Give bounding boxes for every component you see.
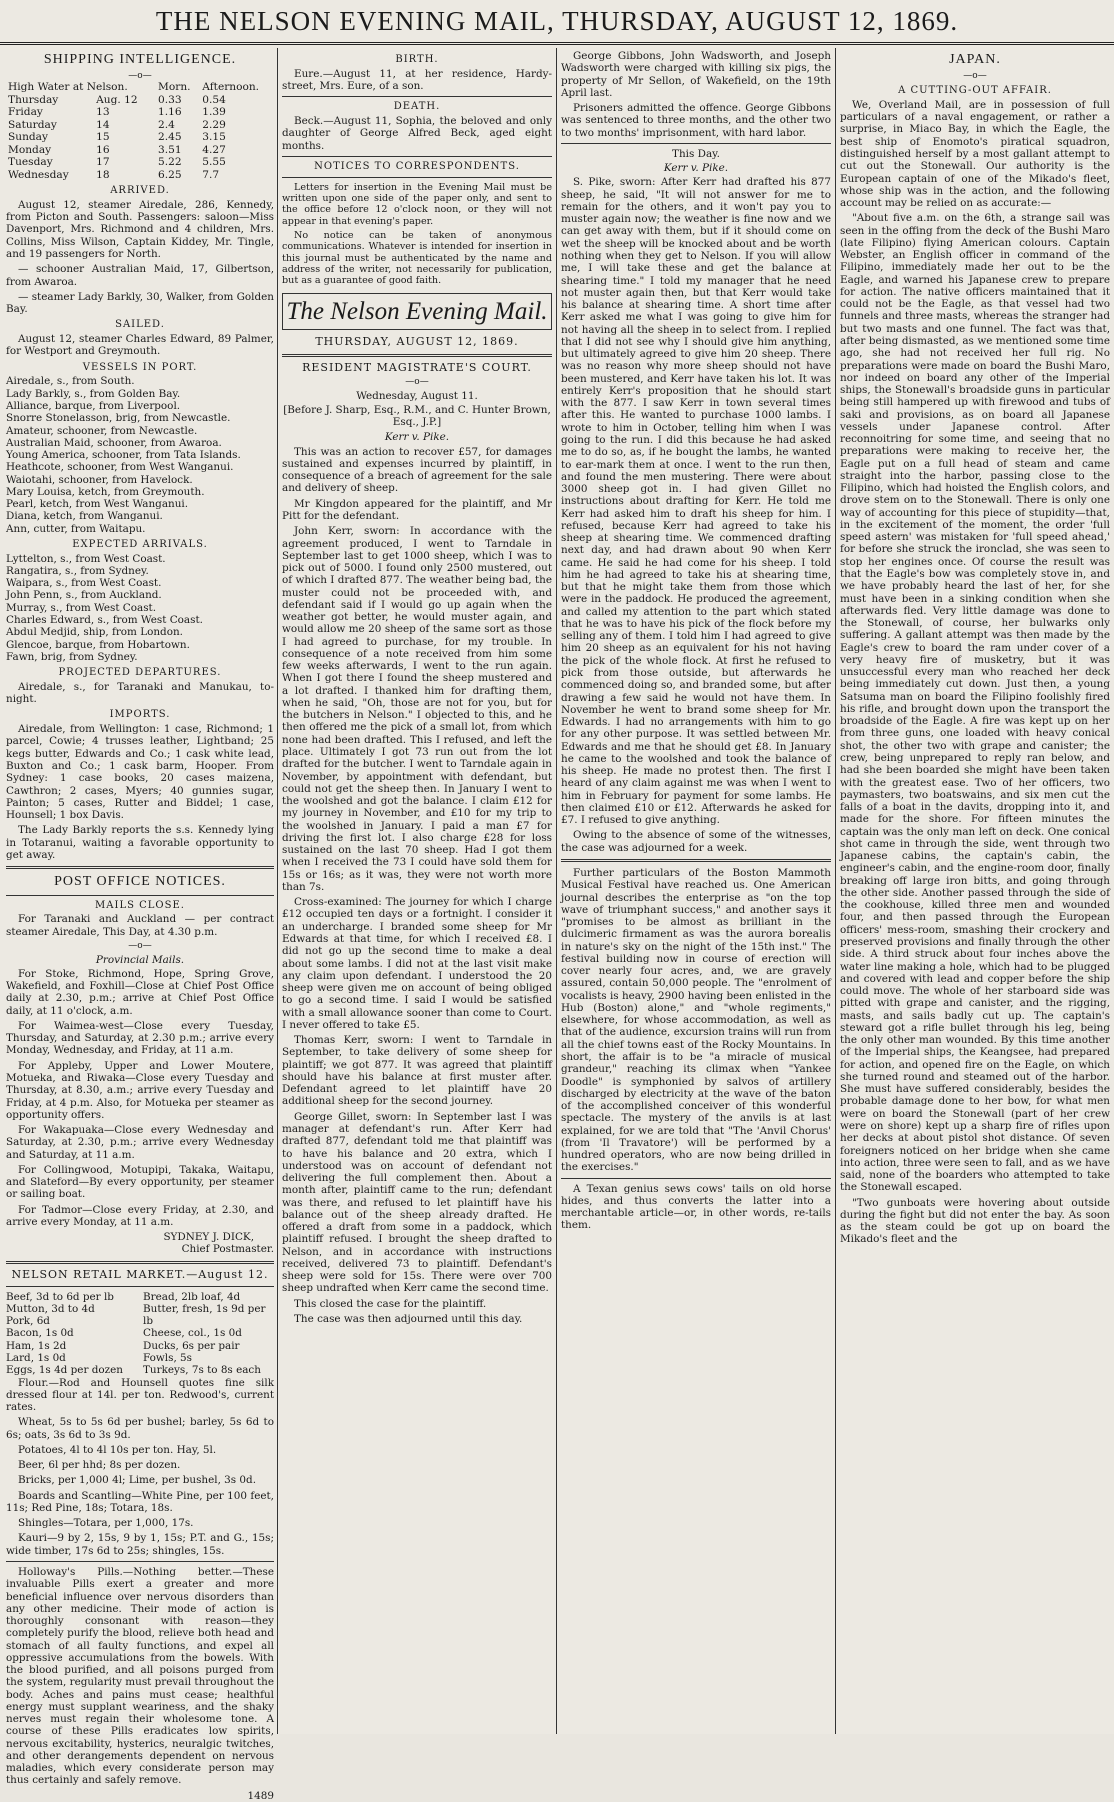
postmaster-signature: SYDNEY J. DICK, [163,1231,254,1244]
expected-entry: Glencoe, barque, from Hobartown. [6,638,190,651]
expected-entry: Rangatira, s., from Sydney. [6,564,149,577]
tide-cell: 3.15 [202,131,226,144]
mails-close-heading: MAILS CLOSE. [95,899,185,911]
arrival-entry: — steamer Lady Barkly, 30, Walker, from Golden Bay. [6,290,274,316]
vessel-entry: Australian Maid, schooner, from Awaroa. [6,436,222,449]
tide-header: Afternoon. [202,81,260,94]
case-title: Kerr v. Pike. [384,431,450,444]
mail-entry: For Appleby, Upper and Lower Moutere, Motueka, and Riwaka—Close every Tuesday and Thursday, at 8.30, a.m.; arrive every Tuesday and Friday, at 4 p.m. Also, for Motueka per steamer as opportunity offers. [6,1059,274,1121]
departures-heading: PROJECTED DEPARTURES. [58,667,222,679]
market-price: Bacon, 1s 0d [6,1327,74,1340]
court-paragraph: George Gillet, sworn: In September last I was manager at defendant's run. After Kerr had drafted 877, defendant told me that plaintiff was to have his balance and 20 extra, which I understood was on account of defendant not delivering the full complement then. About a month after, plaintiff came to the run; defendant was there, and refused to let plaintiff have his balance out of the sheep already drafted. He offered a draft from some in a paddock, which plaintiff refused. I brought the sheep drafted to Nelson, and in accordance with instructions received, delivered 73 to plaintiff. Defendant's sheep were sold for 15s. There were over 700 sheep undrafted when Kerr came the second time. [282,1110,552,1295]
expected-entry: Charles Edward, s., from West Coast. [6,614,203,627]
market-price: Bread, 2lb loaf, 4d [143,1290,241,1303]
japan-subheading: A CUTTING-OUT AFFAIR. [898,85,1052,97]
tide-cell: 5.22 [158,156,182,169]
column-rule [277,48,278,1734]
tide-cell: 5.55 [202,156,226,169]
japan-paragraph: "About five a.m. on the 6th, a strange sail was seen in the offing from the deck of the Bushi Maro (late Filipino) flying American colours. Captain Webster, an English officer in command of the Filipino, immediately made her out to be the Eagle, and warned his Japanese crew to prepare for action. The native officers maintained that it could not be the Eagle, as that vessel had two funnels and three masts, whereas the stranger had but two masts and one funnel. The fact was that, after being dismasted, as we mentioned some time ago, she had not received her full rig. No preparations were made on board the Bushi Maro, nor indeed on board any other of the Imperial ships, the Stonewall's broadside guns in particular being still hampered up with firewood and tubs of saki and provisions, as on board all Japanese vessels under Japanese control. After reconnoitring for some time, and seeing that no preparations were making to receive her, the Eagle put on a full head of steam and came straight into the harbor, passing close to the Filipino, which had hoisted the English colors, and drove stem on to the Stonewall. There is only one way of accounting for this piece of stupidity—that, in the excitement of the moment, the order 'full speed astern' was mistaken for 'full speed ahead,' for before she struck the ironclad, she was seen to stop her engines once. Of course the result was that the Eagle's bow was completely stove in, and we have probably heard the last of her, for she must have been in a sinking condition when she afterwards fled. Very little damage was done to the Stonewall, of course, her bulwarks only suffering. A gallant attempt was then made by the Eagle's crew to board the ram under cover of a very heavy fire of musketry, but it was unsuccessful every man who reached her deck being immediately cut down. Just then, a young Satsuma man on board the Filipino foolishly fired his rifle, and brought down upon the transport the broadside of the Eagle. A fire was kept up on her from three guns, one loaded with heavy conical shot, the other two with grape and canister; the crew, being unprepared to reply ran below, and had she been boarded she might have been taken with the greatest ease. Two of her officers, two paymasters, two boatswains, and six men cut the falls of a boat in the davits, dropping into it, and made for the shore. For fifteen minutes the captain was the only man left on deck. One conical shot came in through the side, went through two Japanese cabins, the captain's cabin, the engineer's cabin, and the engine-room door, finally breaking off large iron bitts, and going through the other side. Another passed through the side of the cookhouse, killed three men and wounded four, and then passed through the European officers' mess-room, smashing their crockery and preserved provisions and finally through the other side. A third struck about four inches above the water line making a hole, which had to be plugged and covered with lead and copper before the ship could move. The whole of her starboard side was pitted with grape and canister, and the rigging, masts, and sails badly cut up. The captain's steward got a rifle bullet through his leg, being the only other man wounded. By this time another of the Imperial ships, the Keangsee, had prepared for action, and opened fire on the Eagle, on which she turned round and steamed out of the harbor. She must have suffered considerably, besides the probable damage done to her bow, for what men were on board the Stonewall (part of her crew were on shore) kept up a sharp fire of rifles upon her decks at about pistol shot distance. Of seven foreigners noticed on her bridge when she came into action, three were seen to fall, and as we have said, none of the boarders who attempted to take the Stonewall escaped. [840,212,1110,1194]
tide-cell: 2.29 [202,118,226,131]
court-paragraph: Prisoners admitted the offence. George Gibbons was sentenced to three months, and the other two to two months' imprisonment, with hard labor. [561,102,831,139]
mail-entry: For Waimea-west—Close every Tuesday, Thursday, and Saturday, at 2.30 p.m.; arrive every Monday, Wednesday, and Friday, at 11 a.m. [6,1019,274,1057]
tide-row [6,119,274,132]
tide-cell: Sunday [8,131,48,144]
vessel-entry: Diana, ketch, from Wanganui. [6,510,163,523]
notice-paragraph: Letters for insertion in the Evening Mail must be written upon one side of the paper only, and sent to the office before 12 o'clock noon, or they will not appear in that evening's paper. [282,181,552,227]
holloway-number: 1489 [247,1789,274,1802]
tide-row [6,156,274,169]
tide-cell: Wednesday [8,168,69,181]
vessel-entry: Mary Louisa, ketch, from Greymouth. [6,485,205,498]
tide-cell: Tuesday [8,156,53,169]
sailed-heading: SAILED. [115,319,165,331]
vessel-entry: Snorre Stonelasson, brig, from Newcastle. [6,412,231,425]
tide-cell: Thursday [8,93,59,106]
expected-entry: Lyttelton, s., from West Coast. [6,552,166,565]
tide-row [6,106,274,119]
imports-heading: IMPORTS. [109,709,171,721]
tide-row [6,144,274,157]
expected-entry: Abdul Medjid, ship, from London. [6,626,183,639]
column-1: SHIPPING INTELLIGENCE. —o— High Water at Nelson. Morn. Afternoon. Thursday Aug. 12 0.33 0.54 Friday 13 1.16 1.39 Saturday 14 2.4 2.29 Sunday 15 2.45 3.15 Monday 16 3.51 4.27 Tuesday 17 5.22 5.55 Wednesday 18 6.25 7.7 ARRIVED. August 12, steamer Airedale, 286, Kennedy, from Picton and South. Passengers: saloon—Miss Davenport, Mrs. Richmond and 4 children, Mrs. Collins, Miss Wilson, Captain Kiddey, Mr. Tingle, and 19 passengers for North. — schooner Australian Maid, 17, Gilbertson, from Awaroa. — steamer Lady Barkly, 30, Walker, from Golden Bay. SAILED. August 12, steamer Charles Edward, 89 Palmer, for Westport and Greymouth. VESSELS IN PORT. Airedale, s., from South. Lady Barkly, s., from Golden Bay. Alliance, barque, from Liverpool. Snorre Stonelasson, brig, from Newcastle. Amateur, schooner, from Newcastle. Australian Maid, schooner, from Awaroa. Young America, schooner, from Tata Islands. Heathcote, schooner, from West Wanganui. Waiotahi, schooner, from Havelock. Mary Louisa, ketch, from Greymouth. Pearl, ketch, from West Wanganui. Diana, ketch, from Wanganui. Ann, cutter, from Waitapu. EXPECTED ARRIVALS. Lyttelton, s., from West Coast. Rangatira, s., from Sydney. Waipara, s., from West Coast. John Penn, s., from Auckland. Murray, s., from West Coast. Charles Edward, s., from West Coast. Abdul Medjid, ship, from London. Glencoe, barque, from Hobartown. Fawn, brig, from Sydney. PROJECTED DEPARTURES. Airedale, s., for Taranaki and Manukau, to-night. IMPORTS. Airedale, from Wellington: 1 case, Richmond; 1 parcel, Cowie; 4 trusses leather, Lightband; 25 kegs butter, Edwards and Co.; 1 cask white lead, Buxton and Co.; 1 cask barm, Hooper. From Sydney: 1 case books, 20 cases maizena, Cawthron; 2 cases, Myers; 40 gunnies sugar, Painton; 5 cases, Rutter and Biddel; 1 case, Hounsell; 1 box Davis. The Lady Barkly reports the s.s. Kennedy lying in Totaranui, waiting a favorable opportunity to get away. POST OFFICE NOTICES. MAILS CLOSE. For Taranaki and Auckland — per contract steamer Airedale, This Day, at 4.30 p.m. —o— Provincial Mails. For Stoke, Richmond, Hope, Spring Grove, Wakefield, and Foxhill—Close at Chief Post Office daily at 2.30, p.m.; arrive at Chief Post Office daily, at 11 o'clock, a.m. For Waimea-west—Close every Tuesday, Thursday, and Saturday, at 2.30 p.m.; arrive every Monday, Wednesday, and Friday, at 11 a.m. For Appleby, Upper and Lower Moutere, Motueka, and Riwaka—Close every Tuesday and Thursday, at 8.30, a.m.; arrive every Tuesday and Friday, at 4 p.m. Also, for Motueka per steamer as opportunity offers. For Wakapuaka—Close every Wednesday and Saturday, at 2.30, p.m.; arrive every Wednesday and Saturday, at 11 a.m. For Collingwood, Motupipi, Takaka, Waitapu, and Slateford—By every opportunity, per steamer or sailing boat. For Tadmor—Close every Friday, at 2.30, and arrive every Monday, at 11 a.m. SYDNEY J. DICK, Chief Postmaster. NELSON RETAIL MARKET.—August 12. Beef, 3d to 6d per lb Mutton, 3d to 4d Pork, 6d Bacon, 1s 0d Ham, 1s 2d Lard, 1s 0d Eggs, 1s 4d per dozen Bread, 2lb loaf, 4d Butter, fresh, 1s 9d per lb Cheese, col., 1s 0d Ducks, 6s per pair Fowls, 5s Turkeys, 7s to 8s each Flour.—Rod and Hounsell quotes fine silk dressed flour at 14l. per ton. Redwood's, current rates. Wheat, 5s to 5s 6d per bushel; barley, 5s 6d to 6s; oats, 3s 6d to 3s 9d. Potatoes, 4l to 4l 10s per ton. Hay, 5l. Beer, 6l per hhd; 8s per dozen. Bricks, per 1,000 4l; Lime, per bushel, 3s 0d. Boards and Scantling—White Pine, per 100 feet, 11s; Red Pine, 18s; Totara, 18s. Shingles—Totara, per 1,000, 17s. Kauri—9 by 2, 15s, 9 by 1, 15s; P.T. and G., 15s; wide timber, 17s 6d to 25s; shingles, 15s. Holloway's Pills.—Nothing better.—These invaluable Pills exert a greater and more beneficial influence over nervous disorders than any other medicine. Their mode of action is thoroughly consonant with reason—they completely purify the blood, relieve both head and stomach of all faulty functions, and expel all oppressive accumulations from the bowels. With the blood purified, and all poisons purged from the system, regularity must prevail throughout the body. Aches and pains must cease; healthful energy must supplant weariness, and the shaky nerves must regain their wholesome tone. A course of these Pills eradicates low spirits, nervous excitability, hysterics, neuralgic twitches, and other derangements dependent on nervous maladies, which every considerate person may thus certainly and safely remove. 1489 [6,52,274,1802]
case-title: Kerr v. Pike. [663,162,729,175]
court-bench: [Before J. Sharp, Esq., R.M., and C. Hunter Brown, Esq., J.P.] [283,403,551,429]
japan-paragraph: "Two gunboats were hovering about outside during the fight but did not enter the bay. As soon as the steam could be got up on board the Mikado's fleet and the [840,1196,1110,1246]
court-paragraph: George Gibbons, John Wadsworth, and Joseph Wadsworth were charged with killing six pigs, the property of Mr Sellon, of Wakefield, on the 19th April last. [561,50,831,99]
arrival-entry: — schooner Australian Maid, 17, Gilbertson, from Awaroa. [6,263,274,288]
tide-cell: 0.54 [202,93,226,106]
expected-entry: Waipara, s., from West Coast. [6,577,162,590]
court-paragraph: Mr Kingdon appeared for the plaintiff, and Mr Pitt for the defendant. [282,497,552,522]
court-paragraph: This closed the case for the plaintiff. [294,1297,487,1310]
shipping-heading: SHIPPING INTELLIGENCE. [43,52,237,67]
market-paragraph: Flour.—Rod and Hounsell quotes fine silk dressed flour at 14l. per ton. Redwood's, current rates. [6,1376,274,1414]
tide-table [6,81,274,181]
vessel-entry: Young America, schooner, from Tata Islands. [6,449,241,462]
birth-notice: Eure.—August 11, at her residence, Hardy-street, Mrs. Eure, of a son. [282,67,552,93]
market-paragraph: Beer, 6l per hhd; 8s per dozen. [18,1459,181,1472]
vessel-entry: Airedale, s., from South. [6,375,135,388]
arrival-entry: August 12, steamer Airedale, 286, Kennedy, from Picton and South. Passengers: saloon—Miss Davenport, Mrs. Richmond and 4 children, Mrs. Collins, Miss Wilson, Captain Kiddey, Mr. Tingle, and 19 passengers for North. [6,198,274,260]
market-price: Beef, 3d to 6d per lb [6,1290,114,1303]
market-price: Cheese, col., 1s 0d [143,1327,242,1340]
masthead [0,0,1114,45]
paper-date: THURSDAY, AUGUST 12, 1869. [315,335,519,349]
tide-cell: Monday [8,143,52,156]
tide-cell: 1.39 [202,106,226,119]
court-date: Wednesday, August 11. [356,389,478,402]
court-paragraph: The case was then adjourned until this day. [294,1312,523,1325]
provincial-mails-heading: Provincial Mails. [95,953,185,966]
expected-entry: Murray, s., from West Coast. [6,601,157,614]
postmaster-title: Chief Postmaster. [181,1243,274,1256]
vessel-entry: Ann, cutter, from Waitapu. [6,522,146,535]
tide-cell: 4.27 [202,143,226,156]
tide-row [6,169,274,182]
tide-header: High Water at Nelson. [8,81,128,94]
notice-paragraph: No notice can be taken of anonymous communications. Whatever is intended for insertion in this journal must be authenticated by the name and address of the writer, not necessarily for publication, but as a guarantee of good faith. [282,229,552,287]
vessel-entry: Heathcote, schooner, from West Wanganui. [6,461,234,474]
imports-text: Airedale, from Wellington: 1 case, Richmond; 1 parcel, Cowie; 4 trusses leather, Lightband; 25 kegs butter, Edwards and Co.; 1 cask white lead, Buxton and Co.; 1 cask barm, Hooper. From Sydney: 1 case books, 20 cases maizena, Cawthron; 2 cases, Myers; 40 gunnies sugar, Painton; 5 cases, Rutter and Biddel; 1 case, Hounsell; 1 box Davis. [6,723,274,822]
vessel-entry: Lady Barkly, s., from Golden Bay. [6,387,181,400]
paper-title: The Nelson Evening Mail. [282,293,552,331]
tide-cell: Aug. 12 [96,93,138,106]
sailed-text: August 12, steamer Charles Edward, 89 Palmer, for Westport and Greymouth. [6,333,274,358]
masthead-title: THE NELSON EVENING MAIL, THURSDAY, AUGUST 12, 1869. [155,6,959,36]
notices-heading: NOTICES TO CORRESPONDENTS. [314,160,520,172]
tide-cell: 2.4 [158,118,175,131]
departures-text: Airedale, s., for Taranaki and Manukau, to-night. [6,680,274,706]
tide-cell: 7.7 [202,168,220,181]
expected-entry: Fawn, brig, from Sydney. [6,650,138,663]
market-price: Pork, 6d [6,1315,50,1328]
death-heading: DEATH. [393,101,441,113]
this-day-heading: This Day. [672,147,720,160]
tide-cell: 0.33 [158,93,182,106]
market-price: Mutton, 3d to 4d [6,1302,95,1315]
column-2: BIRTH. Eure.—August 11, at her residence, Hardy-street, Mrs. Eure, of a son. DEATH. Beck.—August 11, Sophia, the beloved and only daughter of George Alfred Beck, aged eight months. NOTICES TO CORRESPONDENTS. Letters for insertion in the Evening Mail must be written upon one side of the paper only, and sent to the office before 12 o'clock noon, or they will not appear in that evening's paper. No notice can be taken of anonymous communications. Whatever is intended for insertion in this journal must be authenticated by the name and address of the writer, not necessarily for publication, but as a guarantee of good faith. The Nelson Evening Mail. THURSDAY, AUGUST 12, 1869. RESIDENT MAGISTRATE'S COURT. —o— Wednesday, August 11. [Before J. Sharp, Esq., R.M., and C. Hunter Brown, Esq., J.P.] Kerr v. Pike. This was an action to recover £57, for damages sustained and expenses incurred by plaintiff, in consequence of a breach of agreement for the sale and delivery of sheep. Mr Kingdon appeared for the plaintiff, and Mr Pitt for the defendant. John Kerr, sworn: In accordance with the agreement produced, I went to Tarndale in September last to get 1000 sheep, which I was to pick out of 5000. I found only 2500 mustered, out of which I drafted 877. The weather being bad, the muster could not be proceeded with, and defendant said if I would go up again when the weather got better, he would muster again, and would allow me 20 sheep of the same sort as those I had agreed to purchase, for my trouble. In consequence of a note received from him some few weeks afterwards, I went to the run again. When I got there I found the sheep mustered and a lot drafted. I thanked him for drafting them, when he said, "Oh, those are not for you, but for the butchers in Nelson." I objected to this, and he then offered me the pick of a small lot, from which none had been drafted. This I refused, and left the place. Ultimately I got 73 run out from the lot drafted for the butcher. I went to Tarndale again in November, by appointment with defendant, but could not get the sheep then. In January I went to the woolshed and got the balance. I claim £12 for my journey in November, and £10 for my trip to the woolshed in January. I paid a man £7 for driving the first lot. I also charge £28 for loss sustained on the last 70 sheep. Had I got them when I received the 73 I could have sold them for 15s or 16s; as it was, they were not worth more than 7s. Cross-examined: The journey for which I charge £12 occupied ten days or a fortnight. I consider it an undercharge. I branded some sheep for Mr Edwards at that time, for which I received £8. I did not go up the second time to make a deal about some lambs. I did not at the last visit make any claim upon defendant. I understood the 20 sheep were given me on account of being obliged to go a second time. I said I would be satisfied with a small allowance sooner than come to Court. I never offered to take £5. Thomas Kerr, sworn: I went to Tarndale in September, to take delivery of some sheep for plaintiff; we got 877. It was agreed that plaintiff should have his balance at first muster after. Defendant agreed to let plaintiff have 20 additional sheep for the second journey. George Gillet, sworn: In September last I was manager at defendant's run. After Kerr had drafted 877, defendant told me that plaintiff was to have his balance and 20 extra, which I understood was on account of defendant not delivering the full complement then. About a month after, plaintiff came to the run; defendant was there, and refused to let plaintiff have his balance out of the sheep already drafted. He offered a draft from some in a paddock, which plaintiff refused. I brought the sheep drafted to Nelson, and in accordance with instructions received, delivered 73 to plaintiff. Defendant's sheep were sold for 15s. There were over 700 sheep undrafted when Kerr came the second time. This closed the case for the plaintiff. The case was then adjourned until this day. [282,54,552,1325]
vessels-heading: VESSELS IN PORT. [82,361,198,373]
birth-heading: BIRTH. [395,54,439,65]
market-prices [6,1291,274,1377]
mail-entry: For Tadmor—Close every Friday, at 2.30, and arrive every Monday, at 11 a.m. [6,1203,274,1228]
tide-cell: 3.51 [158,143,182,156]
market-price: Eggs, 1s 4d per dozen [6,1364,123,1377]
tide-cell: 16 [96,143,110,156]
tide-cell: 15 [96,131,110,144]
tide-cell: 14 [96,118,110,131]
japan-paragraph: We, Overland Mail, are in possession of full particulars of a naval engagement, or rather a surprise, in Miaco Bay, in which the Eagle, the best ship of Enomoto's piratical squadron, distinguished herself by a most gallant attempt to cut out the Stonewall. Our authority is the European captain of one of the Mikado's fleet, whose ship was in the action, and the following account may be relied on as accurate:— [840,98,1110,210]
court-paragraph: Thomas Kerr, sworn: I went to Tarndale in September, to take delivery of some sheep for plaintiff; we got 877. It was agreed that plaintiff should have his balance at first muster after. Defendant agreed to let plaintiff have 20 additional sheep for the second journey. [282,1034,552,1108]
market-price: Ham, 1s 2d [6,1339,67,1352]
arrived-heading: ARRIVED. [110,185,170,197]
tide-cell: 13 [96,106,110,119]
tide-cell: 6.25 [158,168,182,181]
court-paragraph: John Kerr, sworn: In accordance with the agreement produced, I went to Tarndale in September last to get 1000 sheep, which I was to pick out of 5000. I found only 2500 mustered, out of which I drafted 877. The weather being bad, the muster could not be proceeded with, and defendant said if I would go up again when the weather got better, he would muster again, and would allow me 20 sheep of the same sort as those I had agreed to purchase, for my trouble. In consequence of a note received from him some few weeks afterwards, I went to the run again. When I got there I found the sheep mustered and a lot drafted. I thanked him for drafting them, when he said, "Oh, those are not for you, but for the butchers in Nelson." I objected to this, and he then offered me the pick of a small lot, from which none had been drafted. This I refused, and left the place. Ultimately I got 73 run out from the lot drafted for the butcher. I went to Tarndale again in November, by appointment with defendant, but could not get the sheep then. In January I went to the woolshed and got the balance. I claim £12 for my journey in November, and £10 for my trip to the woolshed in January. I paid a man £7 for driving the first lot. I also charge £28 for loss sustained on the last 70 sheep. Had I got them when I received the 73 I could have sold them for 15s or 16s; as it was, they were not worth more than 7s. [282,525,552,893]
market-price: Fowls, 5s [143,1351,192,1364]
tide-cell: 1.16 [158,106,182,119]
tide-cell: 17 [96,156,110,169]
market-price: Butter, fresh, 1s 9d per lb [143,1302,266,1328]
vessel-entry: Waiotahi, schooner, from Havelock. [6,473,193,486]
column-rule [835,48,836,1734]
death-notice: Beck.—August 11, Sophia, the beloved and only daughter of George Alfred Beck, aged eight months. [282,115,552,152]
tide-cell: 2.45 [158,131,182,144]
expected-entry: John Penn, s., from Auckland. [6,589,162,602]
tide-header: Morn. [158,81,191,94]
texan-item: A Texan genius sews cows' tails on old horse hides, and thus converts the latter into a merchantable article—or, in other words, re-tails them. [561,1182,831,1232]
market-paragraph: Wheat, 5s to 5s 6d per bushel; barley, 5s 6d to 6s; oats, 3s 6d to 3s 9d. [6,1416,274,1441]
vessel-entry: Alliance, barque, from Liverpool. [6,399,181,412]
market-price: Ducks, 6s per pair [143,1339,240,1352]
tide-cell: Friday [8,106,43,119]
mail-entry: For Stoke, Richmond, Hope, Spring Grove, Wakefield, and Foxhill—Close at Chief Post Office daily at 2.30, p.m.; arrive at Chief Post Office daily, at 11 o'clock, a.m. [6,967,274,1017]
tide-cell: 18 [96,168,110,181]
column-4: JAPAN. —o— A CUTTING-OUT AFFAIR. We, Overland Mail, are in possession of full particulars of a naval engagement, or rather a surprise, in Miaco Bay, in which the Eagle, the best ship of Enomoto's piratical squadron, distinguished herself by a most gallant attempt to cut out the Stonewall. Our authority is the European captain of one of the Mikado's fleet, whose ship was in the action, and the following account may be relied on as accurate:— "About five a.m. on the 6th, a strange sail was seen in the offing from the deck of the Bushi Maro (late Filipino) flying American colours. Captain Webster, an English officer in command of the Filipino, immediately made her out to be the Eagle, and warned his Japanese crew to prepare for action. The native officers maintained that it could not be the Eagle, as that vessel had two funnels and three masts, whereas the stranger had but two masts and one funnel. The fact was that, after being dismasted, as we mentioned some time ago, she had not received her full rig. No preparations were made on board the Bushi Maro, nor indeed on board any other of the Imperial ships, the Stonewall's broadside guns in particular being still hampered up with firewood and tubs of saki and provisions, as on board all Japanese vessels under Japanese control. After reconnoitring for some time, and seeing that no preparations were making to receive her, the Eagle put on a full head of steam and came straight into the harbor, passing close to the Filipino, which had hoisted the English colors, and drove stem on to the Stonewall. There is only one way of accounting for this piece of stupidity—that, in the excitement of the moment, the order 'full speed astern' was mistaken for 'full speed ahead,' for before she struck the ironclad, she was seen to stop her engines once. Of course the result was that the Eagle's bow was completely stove in, and we have probably heard the last of her, for she must have been in a sinking condition when she afterwards fled. Very little damage was done to the Stonewall, of course, her bulwarks only suffering. A gallant attempt was then made by the Eagle's crew to board the ram under cover of a very heavy fire of musketry, but it was unsuccessful every man who reached her deck being immediately cut down. Just then, a young Satsuma man on board the Filipino foolishly fired his rifle, and brought down upon the transport the broadside of the Eagle. A fire was kept up on her from three guns, one loaded with heavy conical shot, the other two with grape and canister; the crew, being unprepared to reply ran below, and had she been boarded she might have been taken with the greatest ease. Two of her officers, two paymasters, two boatswains, and six men cut the falls of a boat in the davits, dropping into it, and made for the shore. For fifteen minutes the captain was the only man left on deck. One conical shot came in through the side, went through two Japanese cabins, the captain's cabin, the engineer's cabin, and the engine-room door, finally breaking off large iron bitts, and going through the other side. Another passed through the side of the cookhouse, killed three men and wounded four, and then passed through the European officers' mess-room, smashing their crockery and preserved provisions and finally through the other side. A third struck about four inches above the water line making a hole, which had to be plugged and covered with lead and copper before the ship could move. The whole of her starboard side was pitted with grape and canister, and the rigging, masts, and sails badly cut up. The captain's steward got a rifle bullet through his leg, being the only other man wounded. By this time another of the Imperial ships, the Keangsee, had prepared for action, and opened fire on the Eagle, on which she turned round and steamed out of the harbor. She must have suffered considerably, besides the probable damage done to her bow, for what men were on board the Stonewall (part of her crew were on shore) kept up a sharp fire of rifles upon her decks at about pistol shot distance. Of seven foreigners noticed on her bridge when she came into action, three were seen to fall, and as we have said, none of the boarders who attempted to take the Stonewall escaped. "Two gunboats were hovering about outside during the fight but did not enter the bay. As soon as the steam could be got up on board the Mikado's fleet and the [840,52,1110,1246]
court-paragraph: Cross-examined: The journey for which I charge £12 occupied ten days or a fortnight. I consider it an undercharge. I branded some sheep for Mr Edwards at that time, for which I received £8. I did not go up the second time to make a deal about some lambs. I did not at the last visit make any claim upon defendant. I understood the 20 sheep were given me on account of being obliged to go a second time. I said I would be satisfied with a small allowance sooner than come to Court. I never offered to take £5. [282,896,552,1031]
lady-barkly-text: The Lady Barkly reports the s.s. Kennedy lying in Totaranui, waiting a favorable opportunity to get away. [6,824,274,861]
holloway-advert: Holloway's Pills.—Nothing better.—These invaluable Pills exert a greater and more beneficial influence over nervous disorders than any other medicine. Their mode of action is thoroughly consonant with reason—they completely purify the blood, relieve both head and stomach of all faulty functions, and expel all oppressive accumulations from the bowels. With the blood purified, and all poisons purged from the system, regularity must prevail throughout the body. Aches and pains must cease; healthful energy must supplant weariness, and the shaky nerves must regain their wholesome tone. A course of these Pills eradicates low spirits, nervous excitability, hysterics, neuralgic twitches, and other derangements dependent on nervous maladies, which every considerate person may thus certainly and safely remove. [6,1565,274,1787]
market-paragraph: Potatoes, 4l to 4l 10s per ton. Hay, 5l. [18,1443,217,1456]
japan-heading: JAPAN. [949,52,1001,67]
court-paragraph: This was an action to recover £57, for damages sustained and expenses incurred by plaintiff, in consequence of a breach of agreement for the sale and delivery of sheep. [282,445,552,495]
tide-row [6,131,274,144]
mail-entry: For Collingwood, Motupipi, Takaka, Waitapu, and Slateford—By every opportunity, per steamer or sailing boat. [6,1163,274,1201]
boston-festival-paragraph: Further particulars of the Boston Mammoth Musical Festival have reached us. One American journal describes the enterprise as "on the top wave of triumphant success," and another says it "promises to be almost as brilliant in the dulcimeric firmament as was the aurora borealis in nature's sky on the night of the 15th inst." The festival building now in course of erection will cover nearly four acres, and, we are gravely assured, contain 50,000 people. The "enrolment of vocalists is heavy, 2900 having been enlisted in the Hub (Boston) alone," and "whole regiments," elsewhere, for whose accommodation, as well as that of the audience, excursion trains will run from all the chief towns east of the Rocky Mountains. In short, the affair is to be "a miracle of musical grandeur," reaching its climax when "Yankee Doodle" is symphonied by salvos of artillery discharged by electricity at the wave of the baton of the accomplished conceiver of this wonderful spectacle. The mystery of the anvils is at last explained, for we are told that "The 'Anvil Chorus' (from 'Il Travatore') will be performed by a hundred operators, who are now being drilled in the exercises." [561,867,831,1174]
market-paragraph: Kauri—9 by 2, 15s, 9 by 1, 15s; P.T. and G., 15s; wide timber, 17s 6d to 25s; shingles, 15s. [6,1532,274,1557]
market-paragraph: Boards and Scantling—White Pine, per 100 feet, 11s; Red Pine, 18s; Totara, 18s. [6,1489,274,1514]
vessel-entry: Pearl, ketch, from West Wanganui. [6,498,189,511]
market-paragraph: Bricks, per 1,000 4l; Lime, per bushel, 3s 0d. [18,1474,256,1487]
market-price: Lard, 1s 0d [6,1351,66,1364]
court-heading: RESIDENT MAGISTRATE'S COURT. [302,361,532,374]
column-rule [556,48,557,1734]
court-paragraph: Owing to the absence of some of the witnesses, the case was adjourned for a week. [561,829,831,854]
tide-cell: Saturday [8,118,57,131]
court-paragraph: S. Pike, sworn: After Kerr had drafted his 877 sheep, he said, "It will not answer for me to remain for the others, and it won't pay you to muster again now; the weather is fine now and we can get away with them, but if it should come on wet the sheep will be knocked about and be worth nothing when they get to Nelson. If you will allow me, I will take these and get the balance at shearing time." I told my manager that he need not muster again then, but that Kerr would take his balance at shearing time. A short time after Kerr asked me what I was going to give him for not having all the sheep in to select from. I replied that I did not see why I should give him anything, but ultimately agreed to give him 20 sheep. There was no reason why more sheep should not have been mustered, and Kerr have taken his lot. It was entirely Kerr's proposition that he should start with the 877. I saw Kerr in town several times after this. He wanted to purchase 1000 lambs. I wrote to him in October, telling him when I was going to the run. I did this because he had asked me to do so, as, if he bought the lambs, he wanted to ear-mark them at once. I went to the run then, and found the men mustering. There were about 3000 sheep got in. I had given Gillet no instructions about drafting for Kerr. He told me Kerr had asked him to draft his sheep for him. I refused, because Kerr had agreed to take his sheep at shearing time. We commenced drafting next day, and had drawn about 90 when Kerr came. He said he had come for his sheep. I told him he had agreed to take his at shearing time, but that he might take them from those which were in the paddock. He produced the agreement, and called my attention to the part which stated that he was to have his pick of the flock before my selling any of them. I told him I had agreed to give him 20 sheep as an equivalent for his not having the pick of the whole flock. At first he refused to pick from those outside, but afterwards he commenced doing so, and branded some, but after drawing a few said he would not have them. In November he went to brand some sheep for Mr. Edwards. I had no arrangements with him to go for any other purpose. It was settled between Mr. Edwards and me that he should get £8. In January he came to the woolshed and took the balance of his sheep. He made no protest then. The first I heard of any claim against me was when I went to him in February for payment for some lambs. He then claimed £10 or £12. Afterwards he asked for £7. I refused to give anything. [561,176,831,827]
mails-close-text: For Taranaki and Auckland — per contract steamer Airedale, This Day, at 4.30 p.m. [6,913,274,938]
post-office-heading: POST OFFICE NOTICES. [54,874,226,890]
market-price: Turkeys, 7s to 8s each [143,1364,261,1377]
market-heading: NELSON RETAIL MARKET.—August 12. [11,1267,269,1281]
mail-entry: For Wakapuaka—Close every Wednesday and Saturday, at 2.30, p.m.; arrive every Wednesday and Saturday, at 11 a.m. [6,1124,274,1161]
market-paragraph: Shingles—Totara, per 1,000, 17s. [18,1517,194,1530]
tide-row [6,94,274,107]
column-3 [561,50,831,1734]
vessel-entry: Amateur, schooner, from Newcastle. [6,424,198,437]
expected-heading: EXPECTED ARRIVALS. [72,538,208,550]
